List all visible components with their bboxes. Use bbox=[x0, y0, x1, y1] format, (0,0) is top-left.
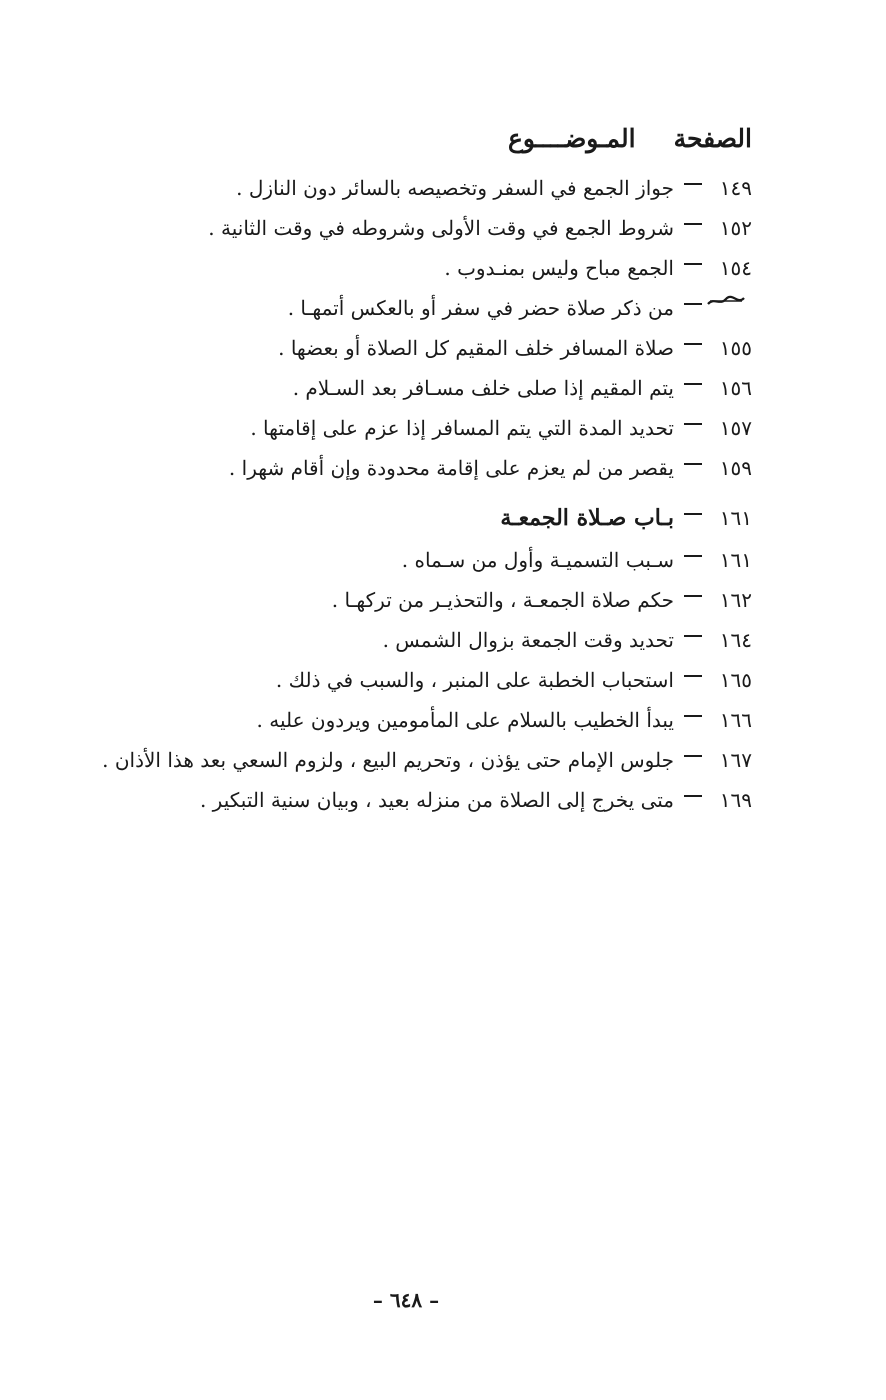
entry-dash bbox=[684, 755, 702, 757]
toc-entry bbox=[52, 368, 752, 408]
entry-title: يتم المقيم إذا صلى خلف مسـافر بعد السـلام . bbox=[292, 376, 674, 400]
entry-page-number: ١٦١ bbox=[719, 506, 752, 530]
toc-chapter-heading bbox=[52, 496, 752, 540]
entry-page-number: ١٤٩ bbox=[719, 176, 752, 200]
toc-entry bbox=[52, 620, 752, 660]
entry-dash bbox=[684, 715, 702, 717]
entry-dash bbox=[684, 383, 702, 385]
entry-page-number: ١٦٩ bbox=[719, 788, 752, 812]
entry-page-number: ١٦٢ bbox=[719, 588, 752, 612]
toc-entry bbox=[52, 408, 752, 448]
entry-dash bbox=[684, 555, 702, 557]
entry-page-number: ١٥٧ bbox=[719, 416, 752, 440]
entry-title: صلاة المسافر خلف المقيم كل الصلاة أو بعضها . bbox=[278, 336, 674, 360]
page-number-footer: – ٦٤٨ – bbox=[372, 1288, 440, 1312]
entry-page-number: ١٥٦ bbox=[719, 376, 752, 400]
entry-page-number: ١٦١ bbox=[719, 548, 752, 572]
toc-entry bbox=[52, 540, 752, 580]
toc-entry bbox=[52, 660, 752, 700]
entry-title: يبدأ الخطيب بالسلام على المأمومين ويردون عليه . bbox=[256, 708, 674, 732]
entry-title: استحباب الخطبة على المنبر ، والسبب في ذلك . bbox=[275, 668, 674, 692]
entry-dash bbox=[684, 595, 702, 597]
entry-dash bbox=[684, 463, 702, 465]
table-header bbox=[507, 118, 752, 158]
entry-dash bbox=[684, 795, 702, 797]
entry-dash bbox=[684, 303, 702, 305]
topic-column-heading: المـوضــــوع bbox=[507, 123, 636, 153]
entry-dash bbox=[684, 223, 702, 225]
entry-title: جواز الجمع في السفر وتخصيصه بالسائر دون النازل . bbox=[236, 176, 674, 200]
entry-title: سـبب التسميـة وأول من سـماه . bbox=[401, 548, 674, 572]
toc-entry bbox=[52, 288, 752, 328]
entry-title: يقصر من لم يعزم على إقامة محدودة وإن أقام شهرا . bbox=[228, 456, 674, 480]
entry-title: الجمع مباح وليس بمنـدوب . bbox=[444, 256, 674, 280]
entry-page-number: ١٥٤ bbox=[719, 256, 752, 280]
entry-title: شروط الجمع في وقت الأولى وشروطه في وقت الثانية . bbox=[208, 216, 674, 240]
entry-title: تحديد وقت الجمعة بزوال الشمس . bbox=[382, 628, 674, 652]
toc-entry bbox=[52, 780, 752, 820]
entry-page-number: ١٥٥ bbox=[719, 336, 752, 360]
entry-title: تحديد المدة التي يتم المسافر إذا عزم على إقامتها . bbox=[250, 416, 674, 440]
entry-page-number: ١٦٦ bbox=[719, 708, 752, 732]
entry-page-number: ١٦٧ bbox=[719, 748, 752, 772]
toc-entry bbox=[52, 580, 752, 620]
toc-entry bbox=[52, 248, 752, 288]
entry-dash bbox=[684, 675, 702, 677]
struck-out-page-number-scribble bbox=[706, 295, 746, 307]
chapter-title: بـاب صـلاة الجمعـة bbox=[500, 505, 674, 531]
toc-entry bbox=[52, 700, 752, 740]
entry-dash bbox=[684, 423, 702, 425]
entry-page-number: ١٥٩ bbox=[719, 456, 752, 480]
toc-entry bbox=[52, 448, 752, 488]
table-of-contents bbox=[52, 168, 752, 820]
entry-title: جلوس الإمام حتى يؤذن ، وتحريم البيع ، ولزوم السعي بعد هذا الأذان . bbox=[102, 748, 674, 772]
entry-title: حكم صلاة الجمعـة ، والتحذيـر من تركهـا . bbox=[331, 588, 674, 612]
entry-title: متى يخرج إلى الصلاة من منزله بعيد ، وبيان سنية التبكير . bbox=[199, 788, 674, 812]
toc-entry bbox=[52, 168, 752, 208]
entry-dash bbox=[684, 635, 702, 637]
entry-title: من ذكر صلاة حضر في سفر أو بالعكس أتمهـا . bbox=[287, 296, 674, 320]
entry-dash bbox=[684, 263, 702, 265]
toc-entry bbox=[52, 328, 752, 368]
entry-page-number: ١٦٥ bbox=[719, 668, 752, 692]
entry-page-number: ١٦٤ bbox=[719, 628, 752, 652]
toc-entry bbox=[52, 208, 752, 248]
page-column-heading: الصفحة bbox=[673, 123, 752, 153]
entry-dash bbox=[684, 183, 702, 185]
toc-entry bbox=[52, 740, 752, 780]
entry-page-number: ١٥٢ bbox=[719, 216, 752, 240]
entry-dash bbox=[684, 343, 702, 345]
entry-dash bbox=[684, 513, 702, 515]
